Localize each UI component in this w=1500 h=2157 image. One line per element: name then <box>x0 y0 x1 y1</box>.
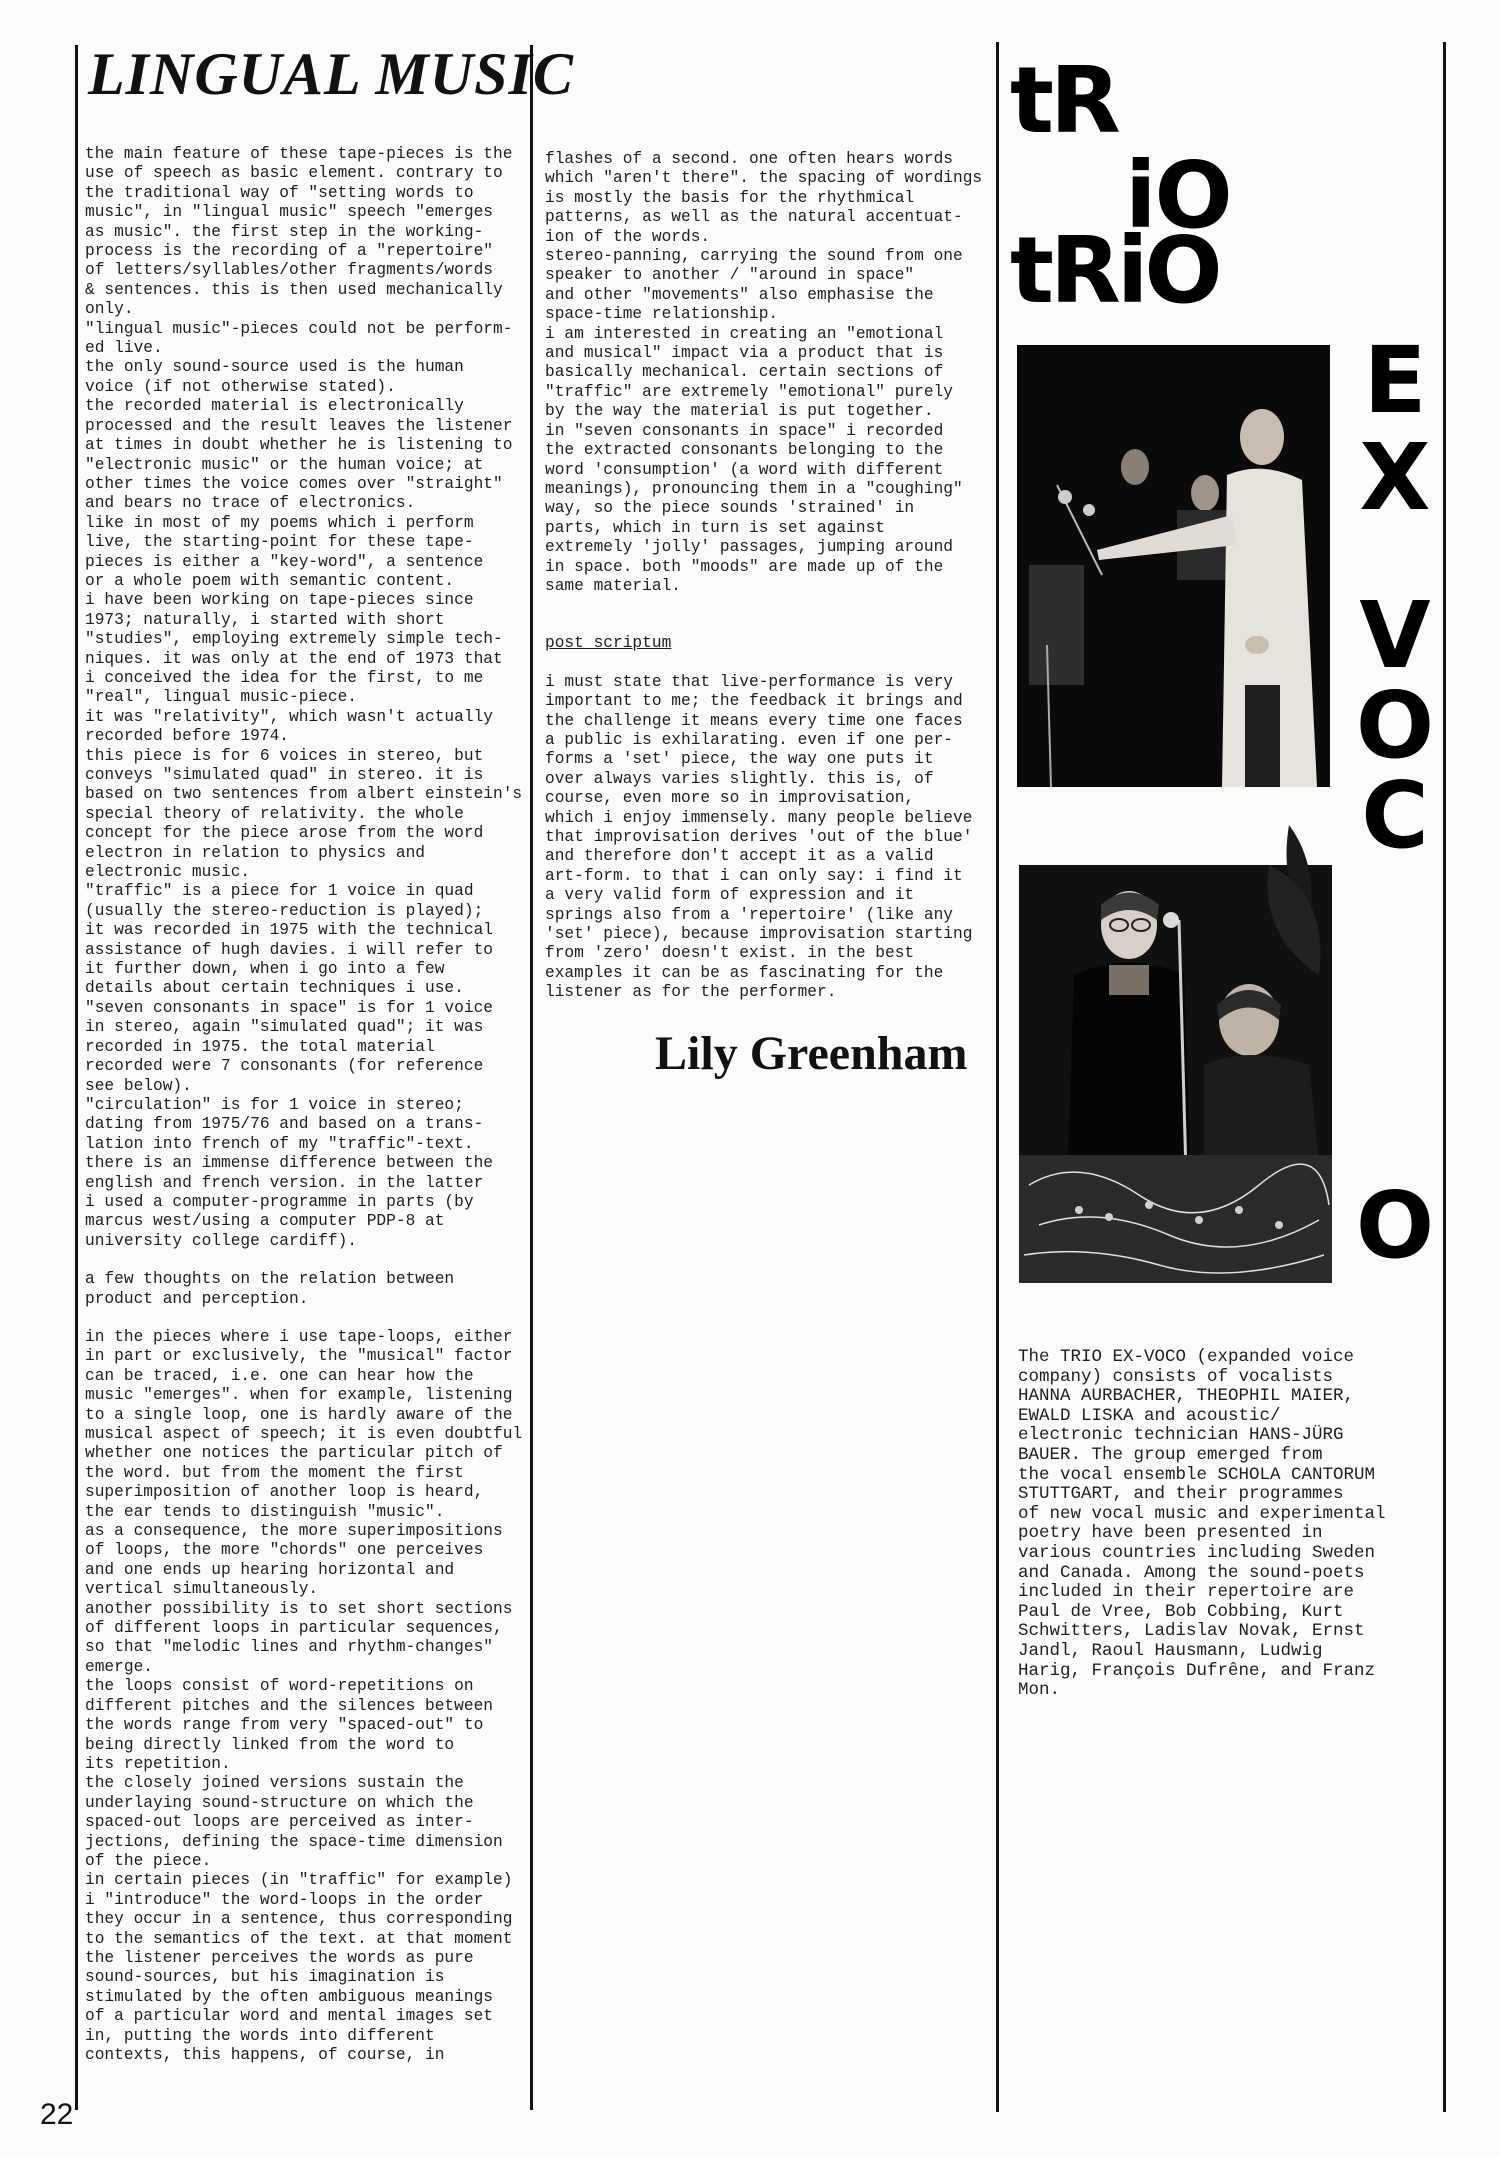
trio-description-line: Jandl, Raoul Hausmann, Ludwig <box>1018 1640 1323 1661</box>
trio-description-line: included in their repertoire are <box>1018 1582 1355 1603</box>
col2-line: that improvisation derives 'out of the blue' <box>545 828 973 846</box>
col2-line: patterns, as well as the natural accentuat- <box>545 208 963 227</box>
col2-line: forms a 'set' piece, the way one puts it <box>545 750 934 769</box>
col1-line: based on two sentences from albert einstein's <box>85 785 523 804</box>
trio-description-line: and Canada. Among the sound-poets <box>1018 1562 1365 1583</box>
col1-line: the recorded material is electronically <box>85 397 464 416</box>
col2-line: is mostly the basis for the rhythmical <box>545 188 915 207</box>
page-number: 22 <box>40 2098 74 2131</box>
col1-line: recorded in 1975. the total material <box>85 1037 435 1056</box>
trio-description-line: HANNA AURBACHER, THEOPHIL MAIER, <box>1018 1386 1355 1407</box>
col1-line: i conceived the idea for the first, to me <box>85 668 484 687</box>
author-signature: Lily Greenham <box>655 1027 968 1080</box>
trio-description <box>1018 1348 1438 1701</box>
col1-line: university college cardiff). <box>85 1231 357 1250</box>
col1-line: "studies", employing extremely simple tech- <box>85 630 503 649</box>
col1-line: to a single loop, one is hardly aware of the <box>85 1405 513 1424</box>
col1-line: or a whole poem with semantic content. <box>85 571 455 590</box>
col1-line: another possibility is to set short sections <box>85 1599 513 1618</box>
col2-line: a very valid form of expression and it <box>545 886 915 905</box>
article-column-1 <box>85 145 525 2065</box>
col2-line: the challenge it means every time one faces <box>545 711 963 730</box>
col1-line: ed live. <box>85 339 163 358</box>
left-margin-rule <box>75 45 78 2110</box>
col1-line: i "introduce" the word-loops in the order <box>85 1890 484 1909</box>
col2-line: and other "movements" also emphasise the <box>545 285 934 304</box>
col2-line: 'set' piece), because improvisation starting <box>545 925 973 944</box>
col1-line: like in most of my poems which i perform <box>85 513 474 532</box>
col1-line <box>85 1251 525 1270</box>
col1-line: vertical simultaneously. <box>85 1580 319 1599</box>
col1-line: & sentences. this is then used mechanically <box>85 280 503 299</box>
col2-line: basically mechanical. certain sections of <box>545 363 944 382</box>
col1-line: as a consequence, the more superimpositions <box>85 1522 503 1541</box>
col2-line: post scriptum <box>545 634 672 653</box>
col1-line: i have been working on tape-pieces since <box>85 591 474 610</box>
col2-line: "traffic" are extremely "emotional" purely <box>545 382 953 401</box>
col1-line: a few thoughts on the relation between <box>85 1270 455 1289</box>
col2-line <box>545 654 990 673</box>
col2-line: parts, which in turn is set against <box>545 518 885 537</box>
col1-line: the listener perceives the words as pure <box>85 1948 474 1967</box>
trio-description-line: Schwitters, Ladislav Novak, Ernst <box>1018 1621 1365 1642</box>
col1-line: recorded before 1974. <box>85 727 289 746</box>
col2-line: word 'consumption' (a word with different <box>545 460 944 479</box>
col1-line: "circulation" is for 1 voice in stereo; <box>85 1095 464 1114</box>
col1-line: electron in relation to physics and <box>85 843 425 862</box>
trio-logo-line-2: iO <box>1125 142 1231 249</box>
col1-line: the word. but from the moment the first <box>85 1463 464 1482</box>
col1-line: product and perception. <box>85 1289 309 1308</box>
trio-description-line: Paul de Vree, Bob Cobbing, Kurt <box>1018 1601 1344 1622</box>
col1-line: english and french version. in the latter <box>85 1173 484 1192</box>
col2-line: and therefore don't accept it as a valid <box>545 847 934 866</box>
col1-line: concept for the piece arose from the word <box>85 824 484 843</box>
col2-line: which i enjoy immensely. many people believe <box>545 808 973 827</box>
trio-description-line: The TRIO EX-VOCO (expanded voice <box>1018 1347 1355 1367</box>
photo-vocalist-and-technician <box>1019 825 1332 1283</box>
col1-line: its repetition. <box>85 1754 231 1773</box>
trio-description-line: company) consists of vocalists <box>1018 1366 1334 1387</box>
col2-line: by the way the material is put together. <box>545 402 934 421</box>
col1-line: so that "melodic lines and rhythm-changes" <box>85 1638 493 1657</box>
col1-line: in, putting the words into different <box>85 2026 435 2045</box>
col1-line: niques. it was only at the end of 1973 that <box>85 649 503 668</box>
col1-line: the ear tends to distinguish "music". <box>85 1502 445 1521</box>
ex-voco-letter: C <box>1361 762 1429 869</box>
ex-voco-letter: E <box>1363 327 1427 434</box>
col1-line: live, the starting-point for these tape- <box>85 533 474 552</box>
col1-line: lation into french of my "traffic"-text. <box>85 1134 474 1153</box>
col1-line: superimposition of another loop is heard, <box>85 1483 484 1502</box>
col1-line: it further down, when i go into a few <box>85 960 445 979</box>
col1-line: can be traced, i.e. one can hear how the <box>85 1366 474 1385</box>
trio-description-line: of new vocal music and experimental <box>1018 1503 1386 1524</box>
col2-line: and musical" impact via a product that is <box>545 344 944 363</box>
trio-logo-line-1: tR <box>1010 47 1117 154</box>
col2-line <box>545 615 990 634</box>
col1-line: "traffic" is a piece for 1 voice in quad <box>85 882 474 901</box>
col2-line: in space. both "moods" are made up of the <box>545 557 944 576</box>
col1-line: electronic music. <box>85 863 251 882</box>
col1-line: voice (if not otherwise stated). <box>85 377 396 396</box>
col1-line: "lingual music"-pieces could not be perform- <box>85 319 513 338</box>
col1-line: processed and the result leaves the listener <box>85 416 513 435</box>
col1-line: musical aspect of speech; it is even doubtful <box>85 1425 523 1443</box>
col1-line: dating from 1975/76 and based on a trans- <box>85 1115 484 1134</box>
trio-left-rule <box>996 42 999 2112</box>
col2-line: i must state that live-performance is very <box>545 672 953 691</box>
col2-line <box>545 596 990 615</box>
trio-logo-line-3: tRiO <box>1010 217 1219 324</box>
col1-line: (usually the stereo-reduction is played); <box>85 901 484 920</box>
ex-voco-letter: X <box>1359 424 1431 531</box>
col2-line: stereo-panning, carrying the sound from one <box>545 247 963 266</box>
col1-line: in part or exclusively, the "musical" factor <box>85 1347 513 1366</box>
col1-line: use of speech as basic element. contrary to <box>85 164 503 183</box>
col1-line: the main feature of these tape-pieces is the <box>85 145 513 163</box>
col1-line: the words range from very "spaced-out" to <box>85 1716 484 1735</box>
col1-line: it was "relativity", which wasn't actually <box>85 707 493 726</box>
col1-line: and bears no trace of electronics. <box>85 494 416 513</box>
col1-line: special theory of relativity. the whole <box>85 804 464 823</box>
col1-line: of letters/syllables/other fragments/words <box>85 261 493 280</box>
col1-line: the only sound-source used is the human <box>85 358 464 377</box>
col2-line: extremely 'jolly' passages, jumping around <box>545 538 953 557</box>
col1-line: the loops consist of word-repetitions on <box>85 1677 474 1696</box>
col1-line: the traditional way of "setting words to <box>85 183 474 202</box>
trio-description-line: Mon. <box>1018 1680 1061 1701</box>
photo-performers-at-microphones <box>1017 345 1330 787</box>
col2-line: the extracted consonants belonging to the <box>545 441 944 460</box>
col1-line: "electronic music" or the human voice; at <box>85 455 484 474</box>
col1-line: i used a computer-programme in parts (by <box>85 1192 474 1211</box>
col1-line: contexts, this happens, of course, in <box>85 2046 445 2064</box>
article-column-2 <box>545 150 990 1003</box>
col2-line: important to me; the feedback it brings and <box>545 692 963 711</box>
col1-line: see below). <box>85 1076 192 1095</box>
col1-line: this piece is for 6 voices in stereo, but <box>85 746 484 765</box>
col2-line: space-time relationship. <box>545 305 779 324</box>
trio-description-line: STUTTGART, and their programmes <box>1018 1484 1344 1505</box>
col1-line: of different loops in particular sequences, <box>85 1619 503 1638</box>
col2-line: springs also from a 'repertoire' (like any <box>545 905 953 924</box>
col1-line: and one ends up hearing horizontal and <box>85 1560 455 1579</box>
col1-line: in the pieces where i use tape-loops, either <box>85 1327 513 1346</box>
col1-line: of the piece. <box>85 1851 212 1870</box>
col2-line: ion of the words. <box>545 227 711 246</box>
trio-description-line: EWALD LISKA and acoustic/ <box>1018 1405 1281 1426</box>
col1-line: at times in doubt whether he is listening to <box>85 436 513 455</box>
col2-line: from 'zero' doesn't exist. in the best <box>545 944 915 963</box>
col2-line: examples it can be as fascinating for the <box>545 963 944 982</box>
col2-line: flashes of a second. one often hears words <box>545 150 953 168</box>
col1-line: "real", lingual music-piece. <box>85 688 357 707</box>
col1-line: to the semantics of the text. at that moment <box>85 1929 513 1948</box>
col2-line: meanings), pronouncing them in a "coughing" <box>545 479 963 498</box>
col1-line: the closely joined versions sustain the <box>85 1774 464 1793</box>
col1-line: 1973; naturally, i started with short <box>85 610 445 629</box>
col1-line: it was recorded in 1975 with the technical <box>85 921 493 940</box>
trio-description-line: poetry have been presented in <box>1018 1523 1323 1544</box>
col1-line: they occur in a sentence, thus corresponding <box>85 1910 513 1929</box>
col1-line: of a particular word and mental images set <box>85 2007 493 2026</box>
col2-line: speaker to another / "around in space" <box>545 266 915 285</box>
col1-line: emerge. <box>85 1657 153 1676</box>
col1-line: process is the recording of a "repertoire" <box>85 242 493 261</box>
col2-line: course, even more so in improvisation, <box>545 789 915 808</box>
col1-line: music", in "lingual music" speech "emerges <box>85 203 493 222</box>
col1-line: of loops, the more "chords" one perceives <box>85 1541 484 1560</box>
ex-voco-letter: O <box>1355 1172 1435 1279</box>
col1-line: spaced-out loops are perceived as inter- <box>85 1813 474 1832</box>
col1-line: pieces is either a "key-word", a sentence <box>85 552 484 571</box>
col1-line: there is an immense difference between the <box>85 1154 493 1173</box>
col1-line: recorded were 7 consonants (for reference <box>85 1057 484 1076</box>
col1-line: underlaying sound-structure on which the <box>85 1793 474 1812</box>
col1-line: marcus west/using a computer PDP-8 at <box>85 1212 445 1231</box>
article-title: LINGUAL MUSIC <box>88 41 574 107</box>
col1-line: other times the voice comes over "straight" <box>85 474 503 493</box>
col1-line: music "emerges". when for example, listening <box>85 1386 513 1405</box>
col1-line: assistance of hugh davies. i will refer to <box>85 940 493 959</box>
column-divider-rule <box>530 45 533 2110</box>
col1-line: different pitches and the silences between <box>85 1696 493 1715</box>
trio-description-line: Harig, François Dufrêne, and Franz <box>1018 1660 1376 1681</box>
col2-line: same material. <box>545 576 681 595</box>
col2-line: listener as for the performer. <box>545 983 837 1002</box>
col1-line <box>85 1309 525 1328</box>
trio-description-line: BAUER. The group emerged from <box>1018 1444 1323 1465</box>
col2-line: art-form. to that i can only say: i find it <box>545 866 963 885</box>
col1-line: jections, defining the space-time dimension <box>85 1832 503 1851</box>
col2-line: a public is exhilarating. even if one per- <box>545 730 953 749</box>
col1-line: details about certain techniques i use. <box>85 979 464 998</box>
col1-line: as music". the first step in the working- <box>85 222 484 241</box>
col2-line: i am interested in creating an "emotional <box>545 324 944 343</box>
ex-voco-letter: V <box>1359 582 1431 689</box>
col1-line: stimulated by the often ambiguous meanings <box>85 1987 493 2006</box>
col2-line: over always varies slightly. this is, of <box>545 769 934 788</box>
col2-line: in "seven consonants in space" i recorded <box>545 421 944 440</box>
col1-line: in certain pieces (in "traffic" for example) <box>85 1871 513 1890</box>
col1-line: being directly linked from the word to <box>85 1735 455 1754</box>
col1-line: whether one notices the particular pitch of <box>85 1444 503 1463</box>
col1-line: sound-sources, but his imagination is <box>85 1968 445 1987</box>
col1-line: "seven consonants in space" is for 1 voice <box>85 998 493 1017</box>
trio-description-line: the vocal ensemble SCHOLA CANTORUM <box>1018 1464 1376 1485</box>
col1-line: in stereo, again "simulated quad"; it was <box>85 1018 484 1037</box>
col1-line: conveys "simulated quad" in stereo. it is <box>85 766 484 784</box>
ex-voco-letter: O <box>1355 672 1435 779</box>
trio-description-line: various countries including Sweden <box>1018 1542 1376 1563</box>
col2-line: way, so the piece sounds 'strained' in <box>545 499 915 518</box>
col2-line: which "aren't there". the spacing of wordings <box>545 169 983 188</box>
col1-line: only. <box>85 300 134 319</box>
trio-description-line: electronic technician HANS-JÜRG <box>1018 1425 1344 1446</box>
